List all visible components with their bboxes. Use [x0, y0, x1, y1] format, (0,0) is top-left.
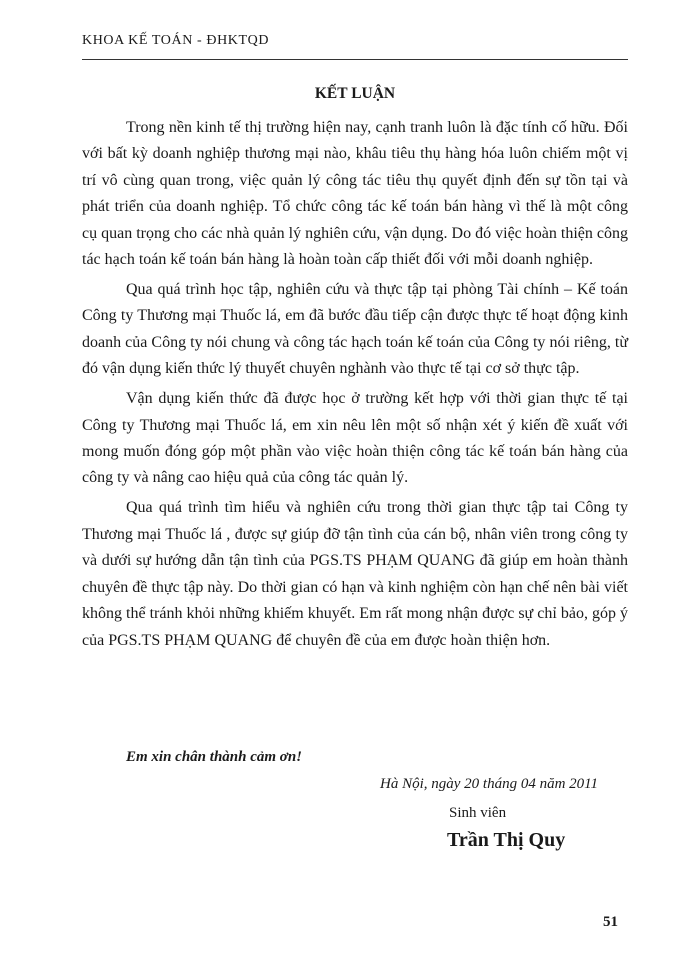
paragraph-4: Qua quá trình tìm hiểu và nghiên cứu trong thời gian thực tập tai Công ty Thương mại Thuốc lá , được sự giúp đỡ tận tình của cán bộ, nhân viên trong công ty và dưới sự hướng dẫn tận tình của PGS.TS PHẠM QUANG đã giúp em hoàn thành chuyên đề thực tập này. Do thời gian có hạn và kinh nghiệm còn hạn chế nên bài viết không thể tránh khỏi những khiếm khuyết. Em rất mong nhận được sự chỉ bảo, góp ý của PGS.TS PHẠM QUANG để chuyên đề của em được hoàn thiện hơn. — [82, 499, 628, 649]
body-text — [82, 115, 628, 658]
page-number: 51 — [603, 914, 618, 930]
paragraph-3: Vận dụng kiến thức đã được học ở trường kết hợp với thời gian thực tế tại Công ty Thương mại Thuốc lá, em xin nêu lên một số nhận xét ý kiến đề xuất với mong muốn đóng góp một phần vào việc hoàn thiện công tác kế toán bán hàng của công ty và nâng cao hiệu quả của công tác quản lý. — [82, 390, 628, 487]
paragraph-1: Trong nền kinh tế thị trường hiện nay, cạnh tranh luôn là đặc tính cố hữu. Đối với bất kỳ doanh nghiệp thương mại nào, khâu tiêu thụ hàng hóa luôn chiếm một vị trí vô cùng quan trong, việc quản lý công tác tiêu thụ quyết định đến sự tồn tại và phát triển của doanh nghiệp. Tổ chức công tác kế toán bán hàng vì thế là một công cụ quan trọng cho các nhà quản lý nghiên cứu, vận dụng. Do đó việc hoàn thiện công tác hạch toán kế toán bán hàng là hoàn toàn cấp thiết đối với mỗi doanh nghiệp. — [82, 119, 628, 269]
date-line: Hà Nội, ngày 20 tháng 04 năm 2011 — [380, 776, 599, 792]
signer-name: Trần Thị Quy — [447, 829, 566, 851]
header-divider — [82, 59, 628, 60]
paragraph-2: Qua quá trình học tập, nghiên cứu và thực tập tại phòng Tài chính – Kế toán Công ty Thương mại Thuốc lá, em đã bước đầu tiếp cận được thực tế hoạt động kinh doanh của Công ty nói chung và công tác hạch toán kế toán của Công ty nói riêng, từ đó vận dụng kiến thức lý thuyết chuyên nghành vào thực tế tại cơ sở thực tập. — [82, 281, 628, 378]
thanks-line: Em xin chân thành cảm ơn! — [126, 749, 303, 765]
section-title: KẾT LUẬN — [314, 85, 396, 102]
page-header: KHOA KẾ TOÁN - ĐHKTQD — [82, 33, 270, 48]
signer-role: Sinh viên — [449, 805, 507, 821]
